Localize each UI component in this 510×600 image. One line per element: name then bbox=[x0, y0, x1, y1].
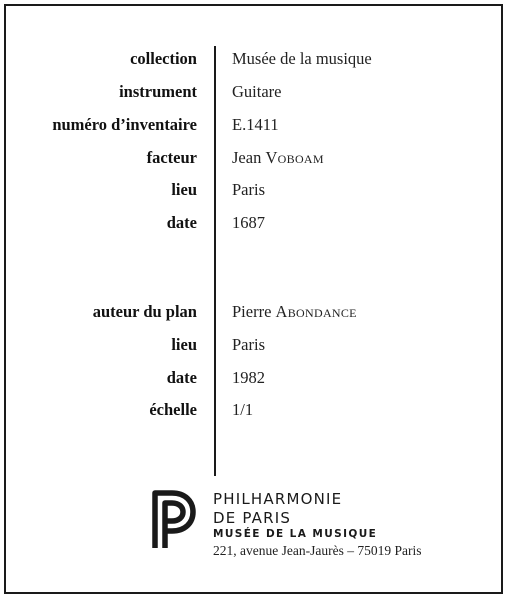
address: 221, avenue Jean-Jaurès – 75019 Paris bbox=[213, 543, 422, 558]
row-value: 1/1 bbox=[232, 400, 254, 419]
row-value: Paris bbox=[232, 180, 265, 199]
row-label: lieu bbox=[171, 180, 197, 199]
info-row-place bbox=[0, 176, 510, 204]
row-value: Paris bbox=[232, 335, 265, 354]
row-label: lieu bbox=[171, 335, 197, 354]
maker-first-name: Jean bbox=[232, 148, 262, 167]
info-row-plan-place bbox=[0, 331, 510, 359]
row-label: auteur du plan bbox=[92, 302, 197, 321]
row-label: facteur bbox=[146, 148, 197, 167]
maker-last-name: Voboam bbox=[265, 148, 324, 167]
row-label: instrument bbox=[119, 82, 197, 101]
row-label: collection bbox=[130, 49, 197, 68]
row-label: numéro d’inventaire bbox=[52, 115, 197, 134]
row-label: date bbox=[166, 213, 197, 232]
row-value: 1982 bbox=[232, 368, 265, 387]
row-label: date bbox=[166, 368, 197, 387]
row-value: Guitare bbox=[232, 82, 282, 101]
info-row-plan-scale bbox=[0, 396, 510, 424]
author-first-name: Pierre bbox=[232, 302, 272, 321]
info-row-plan-date bbox=[0, 364, 510, 392]
brand-name-line1: PHILHARMONIE bbox=[213, 490, 343, 508]
row-value: E.1411 bbox=[232, 115, 279, 134]
row-value bbox=[232, 144, 324, 172]
info-row-plan-author bbox=[0, 298, 510, 326]
row-value: 1687 bbox=[232, 213, 265, 232]
info-row-instrument bbox=[0, 78, 510, 106]
brand-name-line2: DE PARIS bbox=[213, 509, 292, 527]
info-row-collection bbox=[0, 45, 510, 73]
row-value: Musée de la musique bbox=[232, 49, 372, 68]
philharmonie-p-logo-icon bbox=[152, 490, 200, 550]
info-row-maker bbox=[0, 144, 510, 172]
author-last-name: Abondance bbox=[275, 302, 357, 321]
row-value bbox=[232, 298, 357, 326]
info-row-inventory-number bbox=[0, 111, 510, 139]
row-label: échelle bbox=[149, 400, 197, 419]
info-row-date bbox=[0, 209, 510, 237]
brand-subtitle: MUSÉE DE LA MUSIQUE bbox=[213, 528, 378, 540]
